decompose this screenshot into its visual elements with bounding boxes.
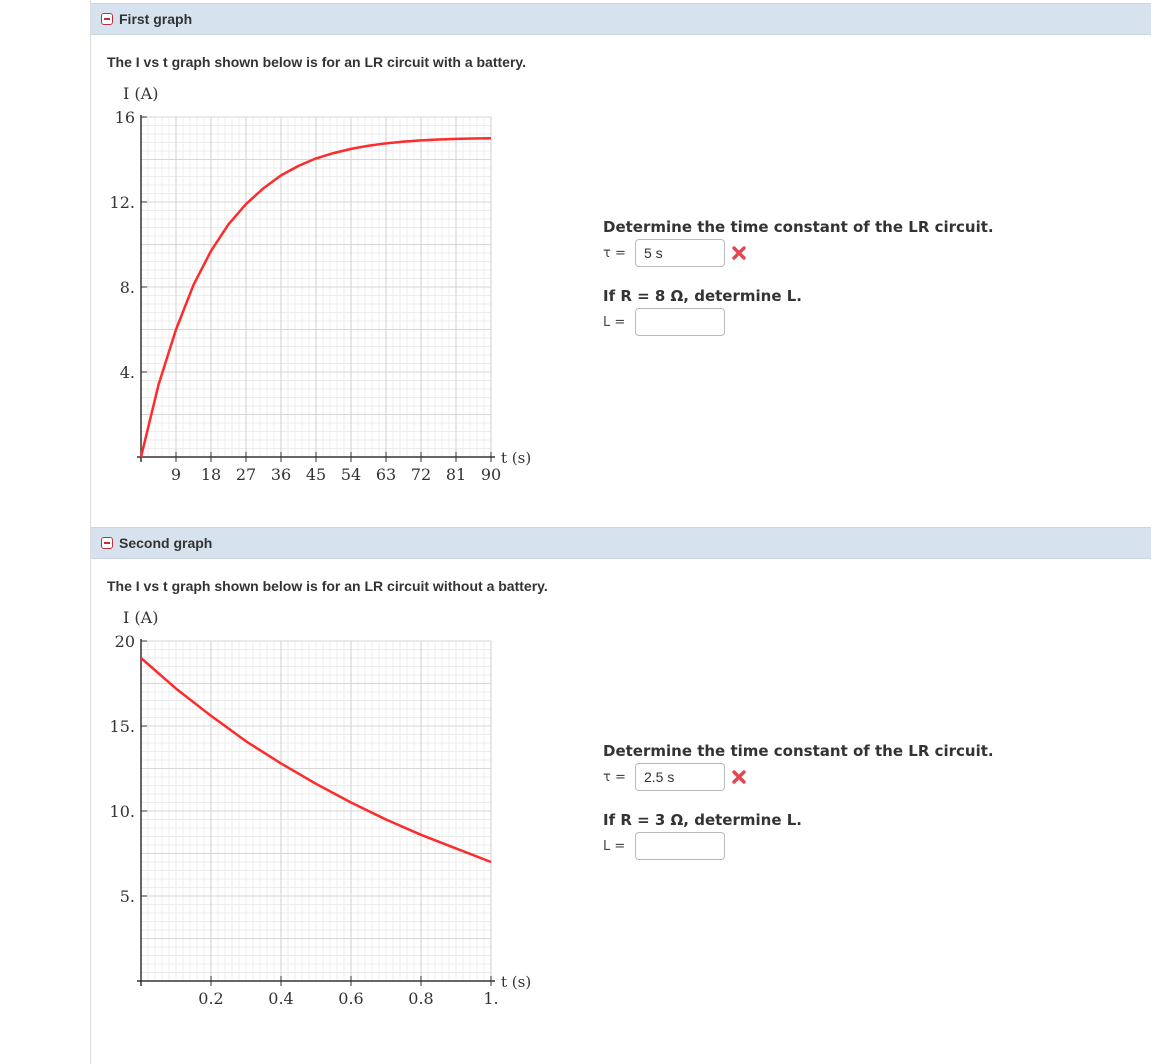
x-tick-label: 27 bbox=[235, 465, 257, 484]
x-tick-label: 0.2 bbox=[198, 989, 224, 1008]
x-tick-label: 0.4 bbox=[268, 989, 294, 1008]
x-tick-label: 0.6 bbox=[338, 989, 364, 1008]
graph-second bbox=[103, 604, 563, 1029]
graph-first bbox=[103, 80, 563, 505]
chart-first bbox=[103, 80, 563, 500]
incorrect-x-icon bbox=[731, 769, 747, 785]
l-answer-field[interactable] bbox=[635, 832, 725, 860]
question-prompt: Determine the time constant of the LR circuit. bbox=[603, 218, 994, 236]
section-intro: The I vs t graph shown below is for an LR circuit without a battery. bbox=[107, 578, 548, 594]
x-tick-label: 1. bbox=[483, 989, 499, 1008]
x-tick-label: 0.8 bbox=[408, 989, 434, 1008]
x-tick-label: 81 bbox=[445, 465, 467, 484]
y-tick-label: 8. bbox=[119, 278, 135, 297]
tau-label: τ = bbox=[603, 769, 626, 785]
section-title: First graph bbox=[119, 11, 193, 27]
section-header-second-graph[interactable] bbox=[91, 527, 1151, 559]
section-title: Second graph bbox=[119, 535, 213, 551]
y-tick-label: 5. bbox=[119, 887, 135, 906]
x-tick-label: 72 bbox=[410, 465, 432, 484]
tau-label: τ = bbox=[603, 245, 626, 261]
x-tick-label: 54 bbox=[340, 465, 362, 484]
x-axis-label: t (s) bbox=[501, 449, 532, 467]
x-tick-label: 90 bbox=[480, 465, 502, 484]
l-label: L = bbox=[603, 314, 626, 330]
y-tick-label: 12. bbox=[109, 193, 135, 212]
question-l-1 bbox=[603, 287, 802, 336]
x-tick-label: 18 bbox=[200, 465, 222, 484]
y-tick-label: 15. bbox=[109, 717, 135, 736]
question-tau-2 bbox=[603, 742, 994, 791]
x-tick-label: 63 bbox=[375, 465, 397, 484]
x-tick-label: 9 bbox=[170, 465, 182, 484]
l-answer-field[interactable] bbox=[635, 308, 725, 336]
x-tick-label: 45 bbox=[305, 465, 327, 484]
y-tick-label: 10. bbox=[109, 802, 135, 821]
content-frame bbox=[90, 0, 1151, 1064]
tau-answer-field[interactable]: 5 s bbox=[635, 239, 725, 267]
x-tick-label: 36 bbox=[270, 465, 292, 484]
question-tau-1 bbox=[603, 218, 994, 267]
collapse-icon[interactable] bbox=[101, 13, 113, 25]
question-prompt: If R = 8 Ω, determine L. bbox=[603, 287, 802, 305]
x-axis-label: t (s) bbox=[501, 973, 532, 991]
collapse-icon[interactable] bbox=[101, 537, 113, 549]
question-prompt: Determine the time constant of the LR circuit. bbox=[603, 742, 994, 760]
section-header-first-graph[interactable] bbox=[91, 3, 1151, 35]
y-axis-label: I (A) bbox=[123, 608, 159, 627]
y-tick-label: 20 bbox=[114, 632, 135, 651]
l-label: L = bbox=[603, 838, 626, 854]
chart-second bbox=[103, 604, 563, 1024]
y-tick-label: 4. bbox=[119, 363, 135, 382]
incorrect-x-icon bbox=[731, 245, 747, 261]
section-intro: The I vs t graph shown below is for an LR circuit with a battery. bbox=[107, 54, 527, 70]
y-tick-label: 16 bbox=[114, 108, 135, 127]
question-l-2 bbox=[603, 811, 802, 860]
tau-answer-field[interactable]: 2.5 s bbox=[635, 763, 725, 791]
question-prompt: If R = 3 Ω, determine L. bbox=[603, 811, 802, 829]
y-axis-label: I (A) bbox=[123, 84, 159, 103]
